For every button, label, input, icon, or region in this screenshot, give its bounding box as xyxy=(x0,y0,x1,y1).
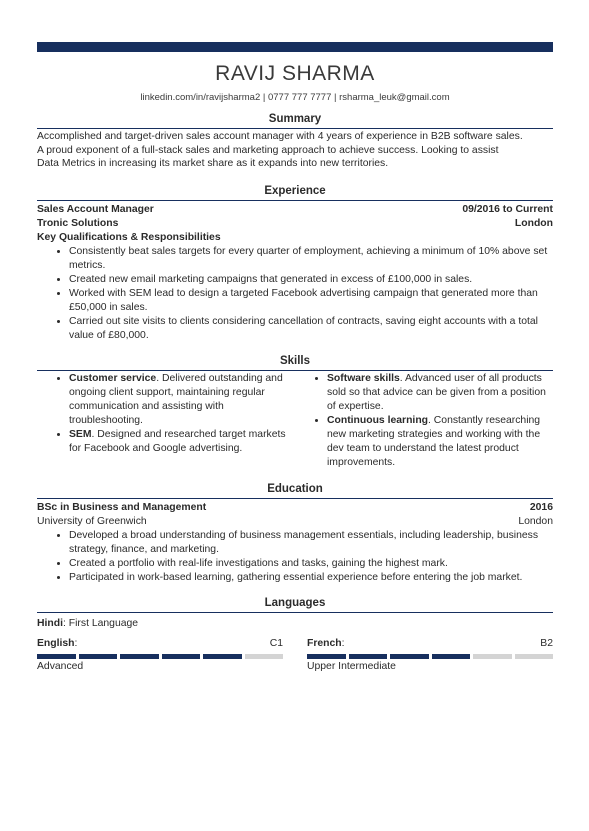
language-french: French: B2 Upper Intermediate xyxy=(307,638,553,672)
skill-desc: . Constantly researching new marketing strategies and working with the dev team to understand the latest product improvements. xyxy=(327,415,541,468)
section-rule xyxy=(37,498,553,499)
school-name: University of Greenwich xyxy=(37,516,147,527)
proficiency-segment xyxy=(37,654,76,659)
skills-left-list xyxy=(37,372,295,470)
skill-name: Customer service xyxy=(69,373,157,384)
skills-right-list xyxy=(295,372,553,470)
experience-title: Experience xyxy=(264,185,326,197)
list-item: • Consistently beat sales targets for every quarter of employment, achieving a minimum of 10% above set metrics. xyxy=(69,245,553,273)
languages-title: Languages xyxy=(264,597,326,609)
languages-section xyxy=(37,596,553,674)
list-item: • Worked with SEM lead to design a targeted Facebook advertising campaign that generated more than £50,000 in sales. xyxy=(69,287,553,315)
education-bullets xyxy=(37,529,553,585)
native-language xyxy=(37,617,553,631)
skills-title: Skills xyxy=(279,355,311,367)
language-level: Upper Intermediate xyxy=(307,661,396,672)
graduation-year: 2016 xyxy=(529,502,553,513)
summary-line: A proud exponent of a full-stack sales and marketing approach to achieve success. Looking to assist xyxy=(37,144,499,156)
list-item: • Created new email marketing campaigns that generated in excess of £100,000 in sales. xyxy=(69,273,553,287)
language-name: English xyxy=(37,638,75,649)
job-location: London xyxy=(514,218,553,229)
native-language-name: Hindi xyxy=(37,618,63,629)
skill-name: SEM xyxy=(69,429,92,440)
language-code: C1 xyxy=(269,638,283,649)
skill-item xyxy=(69,372,295,428)
language-name: French xyxy=(307,638,342,649)
section-rule xyxy=(37,128,553,129)
experience-subheading: Key Qualifications & Responsibilities xyxy=(37,232,221,243)
job-dates: 09/2016 to Current xyxy=(462,204,553,215)
proficiency-segment xyxy=(79,654,118,659)
education-title: Education xyxy=(267,483,323,495)
proficiency-segment xyxy=(432,654,471,659)
summary-title: Summary xyxy=(268,113,322,125)
skills-section xyxy=(37,354,553,470)
experience-section xyxy=(37,184,553,343)
section-rule xyxy=(37,200,553,201)
section-rule xyxy=(37,612,553,613)
proficiency-segment xyxy=(307,654,346,659)
proficiency-segment xyxy=(120,654,159,659)
summary-section xyxy=(37,112,553,171)
company-name: Tronic Solutions xyxy=(37,218,119,229)
proficiency-segment xyxy=(473,654,512,659)
list-item: • Participated in work-based learning, gathering essential experience before entering the job market. xyxy=(69,571,553,585)
proficiency-segment xyxy=(390,654,429,659)
proficiency-bar xyxy=(37,654,283,659)
skill-item xyxy=(69,428,295,456)
list-item: • Developed a broad understanding of business management essentials, including leadership, business strategy, finance, and marketing. xyxy=(69,529,553,557)
section-rule xyxy=(37,370,553,371)
skill-desc: . Designed and researched target markets for Facebook and Google advertising. xyxy=(69,429,286,454)
native-language-label: : First Language xyxy=(62,618,139,629)
proficiency-segment xyxy=(162,654,201,659)
degree-title: BSc in Business and Management xyxy=(37,502,207,513)
list-item: • Carried out site visits to clients considering cancellation of contracts, saving eight accounts with a total value of £80,000. xyxy=(69,315,553,343)
proficiency-segment xyxy=(349,654,388,659)
proficiency-segment xyxy=(515,654,554,659)
contact-line: linkedin.com/in/ravijsharma2 | 0777 777 7777 | rsharma_leuk@gmail.com xyxy=(140,92,450,103)
school-location: London xyxy=(518,516,553,527)
experience-bullets xyxy=(37,245,553,343)
candidate-name: RAVIJ SHARMA xyxy=(215,62,375,85)
skill-desc: . Delivered outstanding and ongoing client support, maintaining regular communication and assisting with troubleshooting. xyxy=(69,373,283,426)
summary-line: Data Metrics in increasing its market share as it expands into new territories. xyxy=(37,158,389,170)
language-code: B2 xyxy=(540,638,553,649)
proficiency-segment xyxy=(203,654,242,659)
summary-line: Accomplished and target-driven sales account manager with 4 years of experience in B2B software sales. xyxy=(37,131,523,142)
header-accent-bar xyxy=(37,42,553,52)
education-section xyxy=(37,482,553,585)
skill-item xyxy=(327,414,553,470)
proficiency-segment xyxy=(245,654,284,659)
job-title: Sales Account Manager xyxy=(37,204,154,215)
language-level: Advanced xyxy=(37,661,84,672)
skill-name: Software skills xyxy=(327,373,400,384)
skill-desc: . Advanced user of all products sold so that advice can be given from a position of expertise. xyxy=(327,373,546,412)
skill-item xyxy=(327,372,553,414)
summary-text xyxy=(37,130,553,171)
skill-name: Continuous learning xyxy=(327,415,429,426)
list-item: • Created a portfolio with real-life investigations and tasks, gaining the highest mark. xyxy=(69,557,553,571)
language-english: English: C1 Advanced xyxy=(37,638,283,672)
proficiency-bar xyxy=(307,654,553,659)
